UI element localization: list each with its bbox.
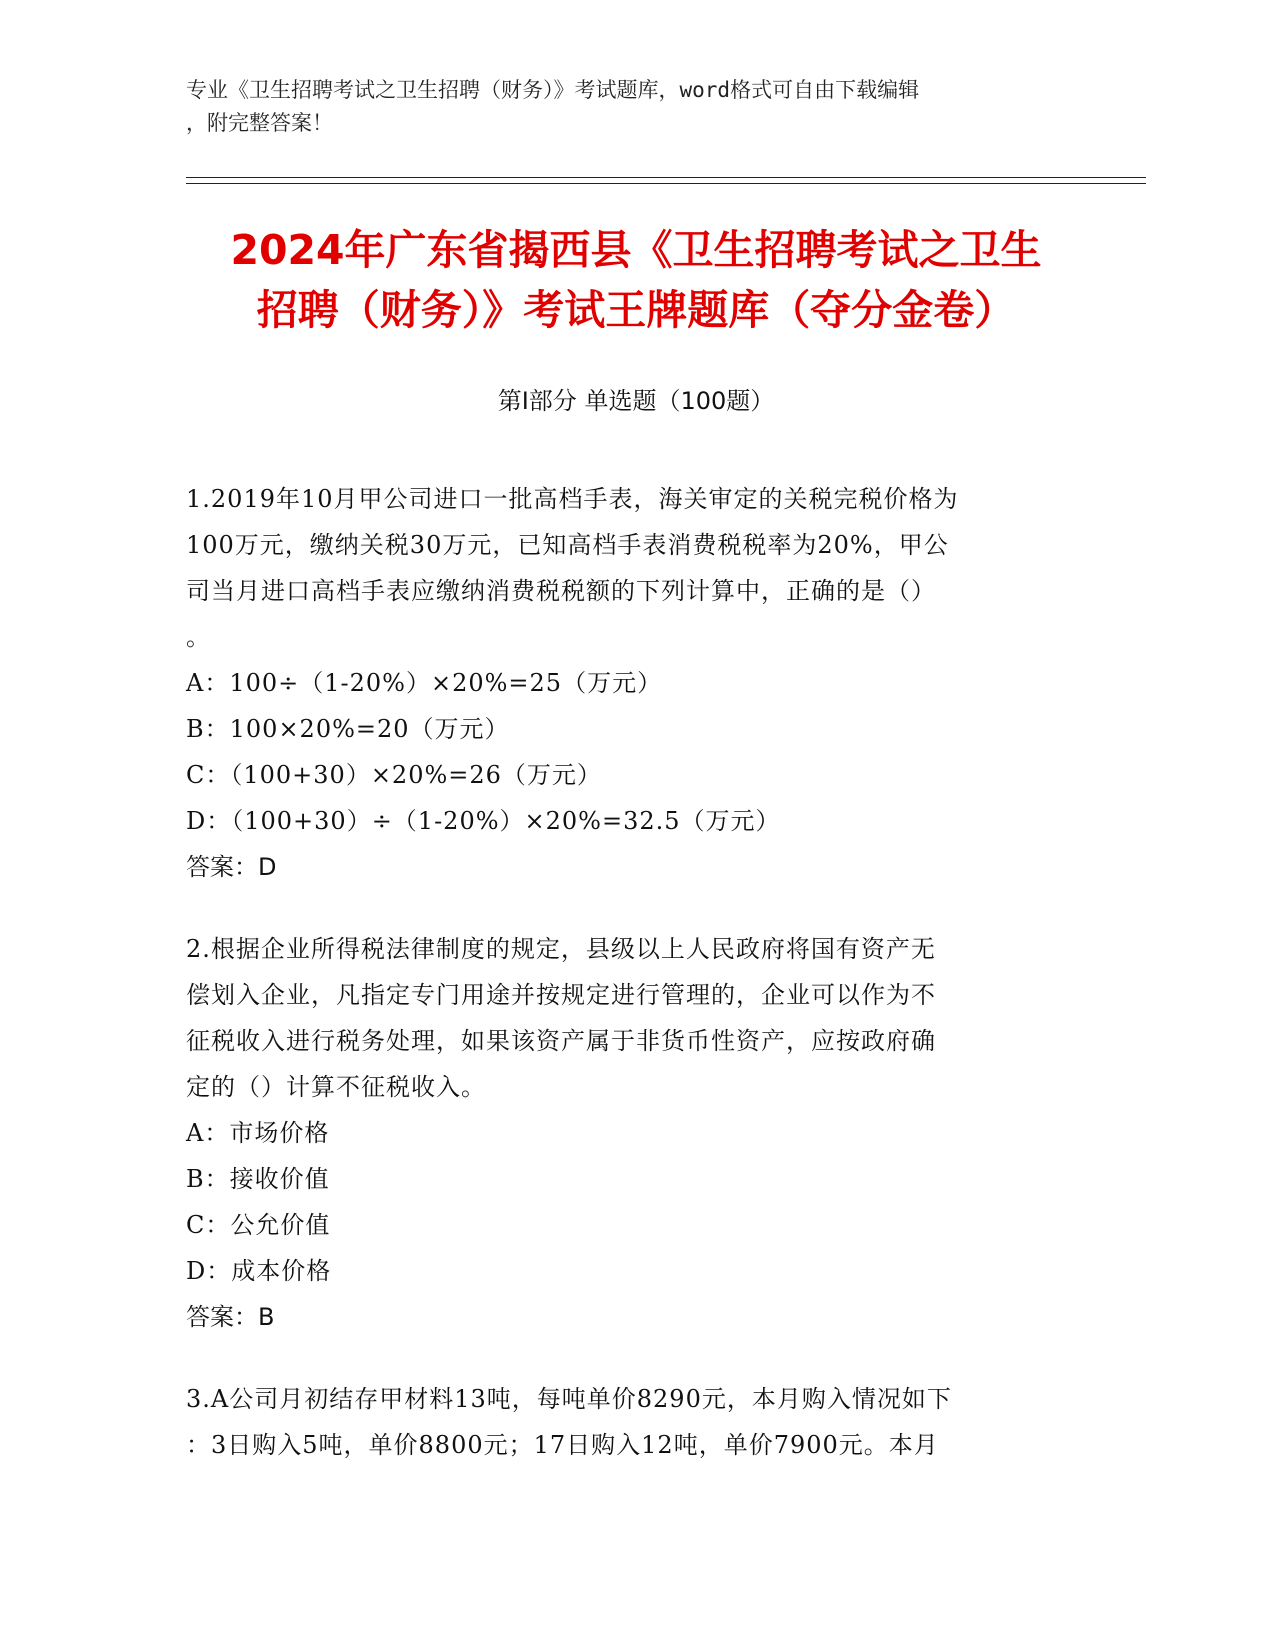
header-note [186,74,1086,140]
question-spacer [186,890,1076,926]
question-stem-line: 。 [186,623,211,651]
answer: 答案：B [186,1303,275,1331]
question-stem-line: 定的（）计算不征税收入。 [186,1073,486,1101]
section-heading: 第Ⅰ部分 单选题（100题） [497,387,775,415]
header-rule-top [186,177,1146,178]
option-c: C：（100+30）×20%=26（万元） [186,761,602,789]
answer: 答案：D [186,853,277,881]
question-stem-line: 征税收入进行税务处理，如果该资产属于非货币性资产，应按政府确 [186,1027,936,1055]
option-c: C：公允价值 [186,1211,331,1239]
question-stem-line: 司当月进口高档手表应缴纳消费税税额的下列计算中，正确的是（） [186,577,936,605]
option-d: D：成本价格 [186,1257,332,1285]
question-spacer [186,1340,1076,1376]
question-stem-line: 100万元，缴纳关税30万元，已知高档手表消费税税率为20%，甲公 [186,531,949,559]
question-2 [186,926,1076,1340]
document-title-line: 招聘（财务）》考试王牌题库（夺分金卷） [256,286,1016,334]
document-title-line: 2024年广东省揭西县《卫生招聘考试之卫生 [230,226,1042,274]
option-d: D：（100+30）÷（1-20%）×20%=32.5（万元） [186,807,781,835]
option-b: B：接收价值 [186,1165,330,1193]
option-a: A：市场价格 [186,1119,330,1147]
header-note-line: 专业《卫生招聘考试之卫生招聘（财务）》考试题库，word格式可自由下载编辑 [186,78,920,102]
question-stem-line: 1.2019年10月甲公司进口一批高档手表，海关审定的关税完税价格为 [186,485,959,513]
document-title [186,220,1086,340]
header-note-line: ，附完整答案！ [186,111,333,135]
question-1 [186,476,1076,890]
option-a: A：100÷（1-20%）×20%=25（万元） [186,669,663,697]
question-stem-line: 偿划入企业，凡指定专门用途并按规定进行管理的，企业可以作为不 [186,981,936,1009]
question-list [186,476,1076,1468]
question-stem-line: 3.A公司月初结存甲材料13吨，每吨单价8290元，本月购入情况如下 [186,1385,952,1413]
question-3 [186,1376,1076,1468]
option-b: B：100×20%=20（万元） [186,715,510,743]
header-rule-bottom [186,183,1146,184]
question-stem-line: ：3日购入5吨，单价8800元；17日购入12吨，单价7900元。本月 [186,1431,939,1459]
question-stem-line: 2.根据企业所得税法律制度的规定，县级以上人民政府将国有资产无 [186,935,936,963]
